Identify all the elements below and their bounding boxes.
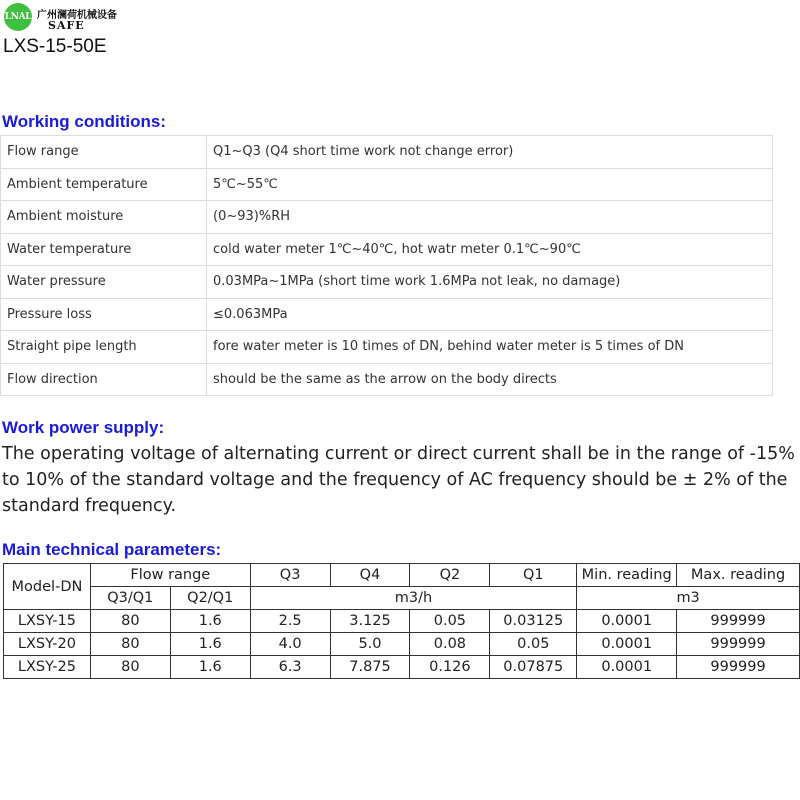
cell-min-reading: 0.0001 [577,633,677,656]
table-header-row [4,564,800,587]
condition-key: Pressure loss [1,298,207,331]
header-max-reading: Max. reading [677,564,800,587]
working-conditions-table [0,135,773,396]
table-row [4,656,800,679]
cell-q3-q1: 80 [90,610,170,633]
header-q1: Q1 [490,564,577,587]
cell-max-reading: 999999 [677,633,800,656]
header-q3-q1: Q3/Q1 [90,587,170,610]
cell-max-reading: 999999 [677,610,800,633]
header-model-dn: Model-DN [4,564,91,610]
table-row [1,331,773,364]
cell-q1: 0.05 [490,633,577,656]
cell-q2-q1: 1.6 [170,656,250,679]
table-row [4,610,800,633]
table-subheader-row [4,587,800,610]
condition-key: Straight pipe length [1,331,207,364]
condition-key: Flow direction [1,363,207,396]
cell-model: LXSY-20 [4,633,91,656]
condition-key: Ambient temperature [1,168,207,201]
cell-q1: 0.07875 [490,656,577,679]
power-supply-heading: Work power supply: [2,418,165,437]
logo-english-name: SAFE [48,19,85,32]
condition-key: Water pressure [1,266,207,299]
header-q2: Q2 [410,564,490,587]
cell-q4: 7.875 [330,656,410,679]
condition-value: 5℃~55℃ [207,168,773,201]
company-logo [4,3,124,31]
condition-value: ≤0.063MPa [207,298,773,331]
condition-value: cold water meter 1℃~40℃, hot watr meter 0.1℃~90℃ [207,233,773,266]
cell-q3-q1: 80 [90,633,170,656]
cell-min-reading: 0.0001 [577,610,677,633]
condition-value: fore water meter is 10 times of DN, behind water meter is 5 times of DN [207,331,773,364]
model-title: LXS-15-50E [3,36,107,57]
table-row [1,266,773,299]
cell-q2-q1: 1.6 [170,633,250,656]
header-flow-range: Flow range [90,564,250,587]
parameters-heading: Main technical parameters: [2,540,222,559]
cell-q2: 0.05 [410,610,490,633]
table-row [1,363,773,396]
header-reading-unit: m3 [577,587,800,610]
header-q4: Q4 [330,564,410,587]
cell-q1: 0.03125 [490,610,577,633]
table-row [1,168,773,201]
header-q3: Q3 [250,564,330,587]
cell-q3-q1: 80 [90,656,170,679]
table-row [1,201,773,234]
condition-value: should be the same as the arrow on the body directs [207,363,773,396]
logo-mark: LNAL [4,3,32,31]
header-flow-unit: m3/h [250,587,577,610]
cell-q4: 5.0 [330,633,410,656]
cell-q4: 3.125 [330,610,410,633]
condition-value: Q1~Q3 (Q4 short time work not change error) [207,136,773,169]
logo-chinese-name: 广州澜荷机械设备 [37,10,117,21]
cell-q2: 0.08 [410,633,490,656]
header-min-reading: Min. reading [577,564,677,587]
condition-key: Water temperature [1,233,207,266]
power-supply-text: The operating voltage of alternating current or direct current shall be in the range of -15% to 10% of the standard voltage and the frequency of AC frequency should be ± 2% of the standard frequency. [2,444,795,516]
cell-q2: 0.126 [410,656,490,679]
parameters-table [3,563,800,679]
table-row [1,298,773,331]
cell-max-reading: 999999 [677,656,800,679]
condition-value: 0.03MPa~1MPa (short time work 1.6MPa not leak, no damage) [207,266,773,299]
cell-min-reading: 0.0001 [577,656,677,679]
cell-q3: 6.3 [250,656,330,679]
condition-value: (0~93)%RH [207,201,773,234]
table-row [1,136,773,169]
header-q2-q1: Q2/Q1 [170,587,250,610]
condition-key: Flow range [1,136,207,169]
table-row [1,233,773,266]
cell-q3: 2.5 [250,610,330,633]
cell-q2-q1: 1.6 [170,610,250,633]
table-row [4,633,800,656]
cell-model: LXSY-15 [4,610,91,633]
cell-model: LXSY-25 [4,656,91,679]
working-conditions-heading: Working conditions: [2,112,167,131]
cell-q3: 4.0 [250,633,330,656]
condition-key: Ambient moisture [1,201,207,234]
